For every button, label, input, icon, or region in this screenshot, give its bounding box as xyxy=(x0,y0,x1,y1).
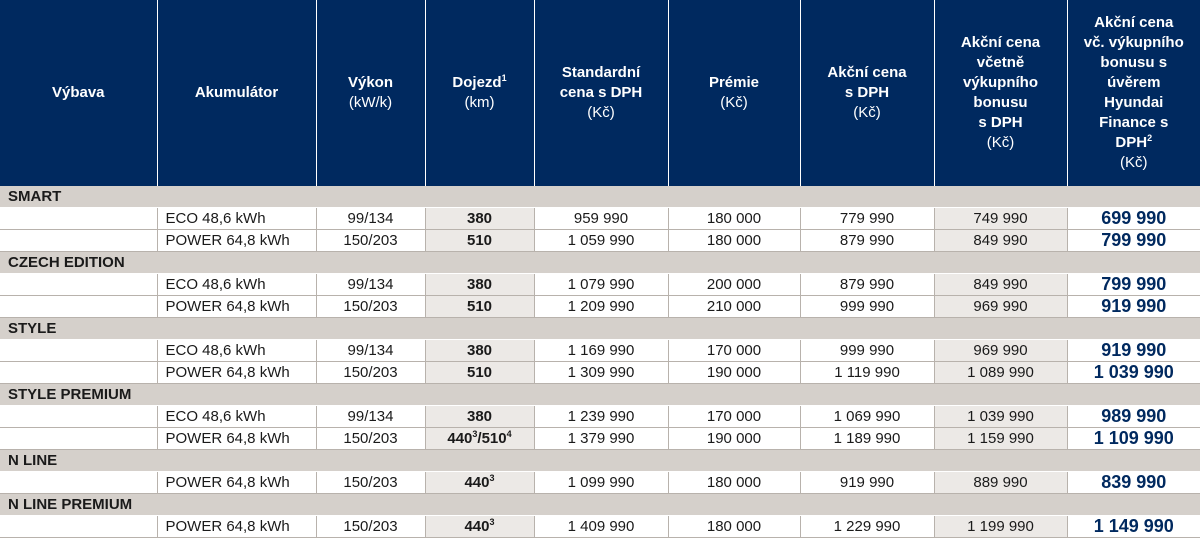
cell-power: 150/203 xyxy=(316,362,425,384)
cell-battery: POWER 64,8 kWh xyxy=(157,428,316,450)
col-header-vybava: Výbava xyxy=(0,0,157,186)
cell-action-price-finance: 919 990 xyxy=(1067,296,1200,318)
cell-range: 380 xyxy=(425,340,534,362)
table-row xyxy=(0,274,1200,296)
cell-action-price: 879 990 xyxy=(800,274,934,296)
cell-trim-empty xyxy=(0,208,157,230)
cell-power: 150/203 xyxy=(316,472,425,494)
cell-action-price-finance: 839 990 xyxy=(1067,472,1200,494)
cell-range: 380 xyxy=(425,406,534,428)
cell-power: 99/134 xyxy=(316,340,425,362)
cell-trim-empty xyxy=(0,362,157,384)
col-header-akcni-cena-uver: Akční cena vč. výkupního bonusu s úvěrem Hyundai Finance s DPH$^2$ (Kč) xyxy=(1067,0,1200,186)
cell-premie: 180 000 xyxy=(668,208,800,230)
cell-standard-price: 1 079 990 xyxy=(534,274,668,296)
cell-power: 150/203 xyxy=(316,230,425,252)
trim-group-row xyxy=(0,384,1200,406)
trim-name: N LINE xyxy=(0,450,1200,472)
trim-name: CZECH EDITION xyxy=(0,252,1200,274)
cell-action-price-bonus: 849 990 xyxy=(934,274,1067,296)
trim-group-row xyxy=(0,252,1200,274)
cell-action-price: 879 990 xyxy=(800,230,934,252)
cell-trim-empty xyxy=(0,406,157,428)
cell-action-price: 999 990 xyxy=(800,296,934,318)
trim-name: N LINE PREMIUM xyxy=(0,494,1200,516)
cell-action-price-bonus: 969 990 xyxy=(934,296,1067,318)
cell-action-price-bonus: 889 990 xyxy=(934,472,1067,494)
cell-action-price-bonus: 1 199 990 xyxy=(934,516,1067,538)
cell-premie: 180 000 xyxy=(668,230,800,252)
cell-battery: POWER 64,8 kWh xyxy=(157,516,316,538)
cell-battery: ECO 48,6 kWh xyxy=(157,340,316,362)
cell-premie: 210 000 xyxy=(668,296,800,318)
cell-action-price: 1 119 990 xyxy=(800,362,934,384)
cell-power: 150/203 xyxy=(316,296,425,318)
cell-power: 99/134 xyxy=(316,208,425,230)
table-row xyxy=(0,428,1200,450)
cell-trim-empty xyxy=(0,296,157,318)
table-row xyxy=(0,230,1200,252)
cell-standard-price: 1 409 990 xyxy=(534,516,668,538)
trim-name: STYLE PREMIUM xyxy=(0,384,1200,406)
cell-action-price-finance: 699 990 xyxy=(1067,208,1200,230)
cell-standard-price: 1 309 990 xyxy=(534,362,668,384)
cell-action-price: 779 990 xyxy=(800,208,934,230)
cell-battery: ECO 48,6 kWh xyxy=(157,406,316,428)
col-header-vykon: Výkon (kW/k) xyxy=(316,0,425,186)
cell-action-price-finance: 1 039 990 xyxy=(1067,362,1200,384)
trim-name: STYLE xyxy=(0,318,1200,340)
cell-action-price-bonus: 969 990 xyxy=(934,340,1067,362)
cell-action-price-bonus: 1 039 990 xyxy=(934,406,1067,428)
cell-battery: POWER 64,8 kWh xyxy=(157,362,316,384)
cell-action-price-finance: 1 109 990 xyxy=(1067,428,1200,450)
cell-premie: 170 000 xyxy=(668,406,800,428)
cell-action-price-finance: 989 990 xyxy=(1067,406,1200,428)
cell-action-price: 1 189 990 xyxy=(800,428,934,450)
cell-premie: 200 000 xyxy=(668,274,800,296)
cell-standard-price: 1 209 990 xyxy=(534,296,668,318)
cell-premie: 170 000 xyxy=(668,340,800,362)
cell-power: 150/203 xyxy=(316,516,425,538)
cell-action-price-finance: 799 990 xyxy=(1067,230,1200,252)
table-header-row xyxy=(0,0,1200,186)
cell-trim-empty xyxy=(0,428,157,450)
cell-premie: 190 000 xyxy=(668,362,800,384)
cell-battery: POWER 64,8 kWh xyxy=(157,472,316,494)
cell-range: $440^3$ xyxy=(425,472,534,494)
cell-premie: 180 000 xyxy=(668,472,800,494)
cell-range: 510 xyxy=(425,362,534,384)
trim-group-row xyxy=(0,494,1200,516)
trim-name: SMART xyxy=(0,186,1200,208)
cell-power: 99/134 xyxy=(316,274,425,296)
table-body xyxy=(0,186,1200,538)
table-row xyxy=(0,406,1200,428)
cell-action-price-bonus: 1 159 990 xyxy=(934,428,1067,450)
cell-standard-price: 1 379 990 xyxy=(534,428,668,450)
col-header-premie: Prémie (Kč) xyxy=(668,0,800,186)
table-row xyxy=(0,362,1200,384)
cell-battery: ECO 48,6 kWh xyxy=(157,274,316,296)
cell-action-price-finance: 1 149 990 xyxy=(1067,516,1200,538)
cell-trim-empty xyxy=(0,230,157,252)
cell-standard-price: 959 990 xyxy=(534,208,668,230)
table-row xyxy=(0,472,1200,494)
col-header-akumulator: Akumulátor xyxy=(157,0,316,186)
cell-range: 380 xyxy=(425,208,534,230)
cell-battery: POWER 64,8 kWh xyxy=(157,296,316,318)
cell-premie: 190 000 xyxy=(668,428,800,450)
cell-action-price-finance: 799 990 xyxy=(1067,274,1200,296)
cell-trim-empty xyxy=(0,472,157,494)
cell-battery: ECO 48,6 kWh xyxy=(157,208,316,230)
col-header-akcni-cena: Akční cena s DPH (Kč) xyxy=(800,0,934,186)
cell-action-price: 999 990 xyxy=(800,340,934,362)
cell-trim-empty xyxy=(0,516,157,538)
cell-action-price: 1 069 990 xyxy=(800,406,934,428)
col-header-dojezd: Dojezd$^1$ (km) xyxy=(425,0,534,186)
cell-range: 510 xyxy=(425,230,534,252)
cell-range: 380 xyxy=(425,274,534,296)
col-header-akcni-cena-bonus: Akční cena včetně výkupního bonusu s DPH (Kč) xyxy=(934,0,1067,186)
cell-premie: 180 000 xyxy=(668,516,800,538)
table-row xyxy=(0,340,1200,362)
cell-range: $440^3/510^4$ xyxy=(425,428,534,450)
cell-range: 510 xyxy=(425,296,534,318)
table-row xyxy=(0,208,1200,230)
col-header-standardni-cena: Standardní cena s DPH (Kč) xyxy=(534,0,668,186)
cell-action-price-bonus: 1 089 990 xyxy=(934,362,1067,384)
cell-action-price-bonus: 849 990 xyxy=(934,230,1067,252)
cell-trim-empty xyxy=(0,340,157,362)
cell-range: $440^3$ xyxy=(425,516,534,538)
trim-group-row xyxy=(0,450,1200,472)
cell-battery: POWER 64,8 kWh xyxy=(157,230,316,252)
cell-standard-price: 1 169 990 xyxy=(534,340,668,362)
cell-standard-price: 1 239 990 xyxy=(534,406,668,428)
cell-standard-price: 1 059 990 xyxy=(534,230,668,252)
table-row xyxy=(0,296,1200,318)
cell-power: 99/134 xyxy=(316,406,425,428)
cell-action-price: 919 990 xyxy=(800,472,934,494)
table-row xyxy=(0,516,1200,538)
cell-action-price-bonus: 749 990 xyxy=(934,208,1067,230)
cell-power: 150/203 xyxy=(316,428,425,450)
cell-action-price-finance: 919 990 xyxy=(1067,340,1200,362)
trim-group-row xyxy=(0,318,1200,340)
cell-action-price: 1 229 990 xyxy=(800,516,934,538)
cell-trim-empty xyxy=(0,274,157,296)
trim-group-row xyxy=(0,186,1200,208)
cell-standard-price: 1 099 990 xyxy=(534,472,668,494)
